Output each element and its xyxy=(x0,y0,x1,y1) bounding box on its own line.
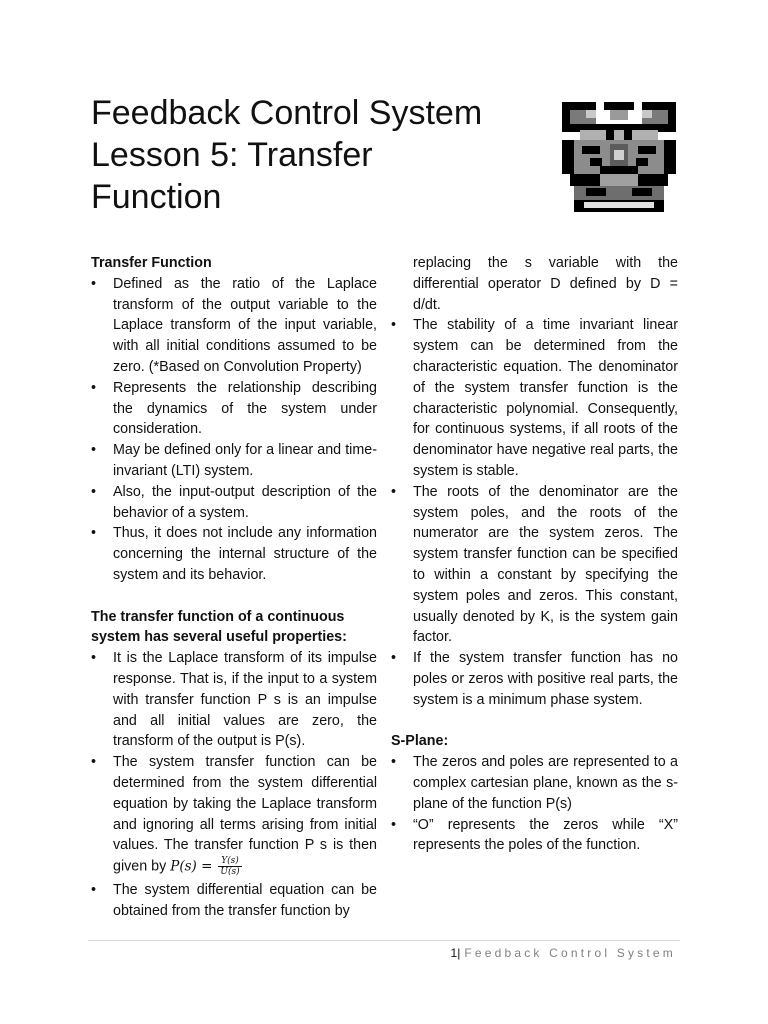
list-item-text: The zeros and poles are represented to a complex cartesian plane, known as the s-plane of the function P(s) xyxy=(413,754,678,812)
list-item-text: The roots of the denominator are the system poles, and the roots of the numerator are the system zeros. The system transfer function can be specified to within a constant by specifying the system poles and zeros. This constant, usually denoted by K, is the system gain factor. xyxy=(413,483,678,646)
list-item xyxy=(391,752,678,814)
bullet-icon: • xyxy=(91,275,97,292)
bullet-icon: • xyxy=(391,483,397,500)
list-item-text: The stability of a time invariant linear system can be determined from the characteristic equation. The denominator of the system transfer function is the characteristic polynomial. Consequently, for continuous systems, if all roots of the denominator have negative real parts, the system is stable. xyxy=(413,317,678,479)
list-item-text: “O” represents the zeros while “X” represents the poles of the function. xyxy=(413,816,678,854)
bullet-icon: • xyxy=(91,483,97,500)
title-line-2: Lesson 5: Transfer xyxy=(91,136,373,174)
section-heading-s-plane: S-Plane: xyxy=(391,733,449,750)
page-footer xyxy=(440,944,676,962)
fraction-numerator: Y(s) xyxy=(218,856,241,867)
bullet-icon: • xyxy=(91,379,97,396)
title-line-1: Feedback Control System xyxy=(91,94,483,132)
section-heading-properties: The transfer function of a continuous system has several useful properties: xyxy=(91,608,347,646)
right-column xyxy=(391,253,678,856)
s-plane-bullet-list xyxy=(391,752,678,856)
bullet-icon: • xyxy=(91,754,97,771)
list-item xyxy=(91,880,377,922)
list-item-text: Represents the relationship describing the dynamics of the system under consideration. xyxy=(113,379,377,438)
list-item-text: Thus, it does not include any information concerning the internal structure of the system and its behavior. xyxy=(113,525,377,583)
list-item xyxy=(91,274,377,378)
footer-text: Feedback Control System xyxy=(464,946,676,960)
list-item xyxy=(391,315,678,481)
footer-divider xyxy=(88,940,680,941)
transfer-function-formula-lhs: P(s) = xyxy=(170,858,213,875)
document-title xyxy=(91,92,511,218)
list-item xyxy=(91,648,377,752)
pixel-art-gargoyle-icon xyxy=(560,100,678,214)
left-column xyxy=(91,253,377,922)
transfer-function-fraction xyxy=(218,856,241,877)
bullet-icon: • xyxy=(91,525,97,542)
bullet-icon: • xyxy=(391,317,397,334)
bullet-icon: • xyxy=(391,816,397,833)
list-item xyxy=(91,523,377,585)
list-item xyxy=(391,648,678,710)
list-item-text: It is the Laplace transform of its impulse response. That is, if the input to a system with transfer function P s is an impulse and all initial values are zero, the transform of the output is P(s). xyxy=(113,650,377,750)
bullet-icon: • xyxy=(91,442,97,459)
list-item-text: May be defined only for a linear and time-invariant (LTI) system. xyxy=(113,442,377,479)
list-item xyxy=(91,378,377,440)
bullet-icon: • xyxy=(391,650,397,667)
properties-bullet-list xyxy=(91,648,377,922)
fraction-denominator: U(s) xyxy=(220,867,240,878)
list-item-text: Also, the input-output description of the behavior of a system. xyxy=(113,483,377,521)
continued-paragraph: replacing the s variable with the differential operator D defined by D = d/dt. xyxy=(413,255,678,313)
page-number: 1 xyxy=(450,946,458,960)
list-item-text: If the system transfer function has no poles or zeros with positive real parts, the system is a minimum phase system. xyxy=(413,650,678,708)
list-item xyxy=(91,482,377,524)
list-item-text: The system differential equation can be obtained from the transfer function by xyxy=(113,882,377,919)
list-item xyxy=(391,482,678,648)
list-item xyxy=(91,440,377,482)
list-item-text: Defined as the ratio of the Laplace transform of the output variable to the Laplace transform of the input variable, with all initial conditions assumed to be zero. (*Based on Convolution Property) xyxy=(113,275,377,375)
list-item xyxy=(91,752,377,877)
bullet-icon: • xyxy=(391,754,397,771)
transfer-function-bullet-list xyxy=(91,274,377,586)
stability-bullet-list xyxy=(391,315,678,710)
section-heading-transfer-function: Transfer Function xyxy=(91,255,212,271)
title-line-3: Function xyxy=(91,178,222,216)
list-item-text: The system transfer function can be determined from the system differential equation by taking the Laplace transform and ignoring all terms arising from initial values. The transfer function P s is then given by xyxy=(113,754,377,875)
footer-separator: | xyxy=(457,946,461,960)
list-item xyxy=(391,815,678,857)
bullet-icon: • xyxy=(91,650,97,667)
bullet-icon: • xyxy=(91,882,97,899)
